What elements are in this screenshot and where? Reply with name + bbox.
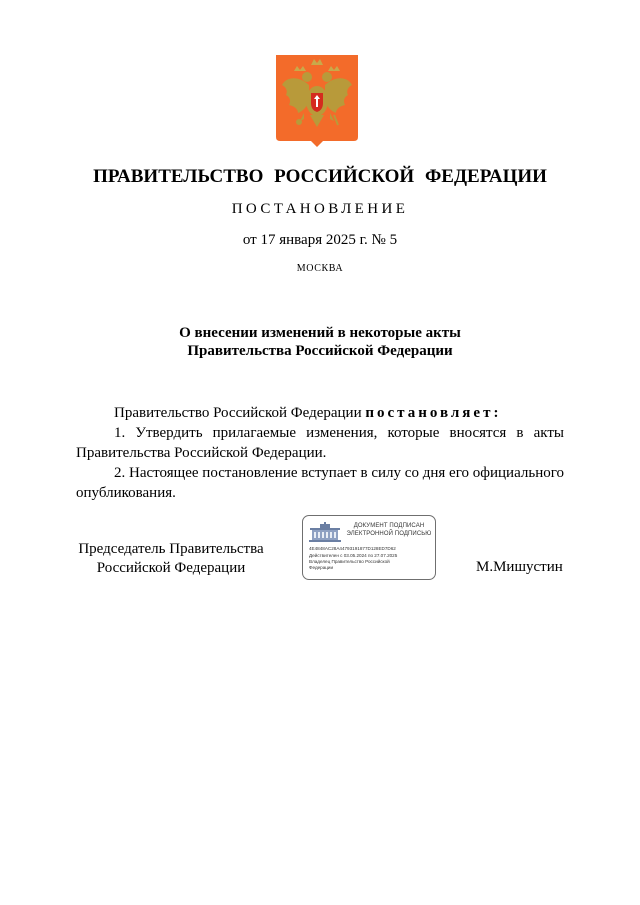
stamp-title	[343, 522, 435, 538]
stamp-owner-line1: Владелец Правительство Российской	[309, 559, 390, 564]
document-date-number: от 17 января 2025 г. № 5	[242, 232, 398, 248]
government-title: ПРАВИТЕЛЬСТВО РОССИЙСКОЙ ФЕДЕРАЦИИ	[93, 166, 547, 187]
stamp-validity: Действителен с 03.05.2024 по 27.07.2025	[309, 553, 398, 558]
body-intro-text: Правительство Российской Федерации	[114, 405, 366, 421]
document-heading-line1: О внесении изменений в некоторые акты	[179, 325, 461, 341]
signer-name: М.Мишустин	[476, 559, 563, 575]
document-body	[76, 403, 564, 503]
body-item-2: 2. Настоящее постановление вступает в силу со дня его официального опубликования.	[76, 465, 564, 501]
signer-title	[60, 540, 282, 578]
body-intro	[76, 403, 564, 423]
body-item-1: 1. Утвердить прилагаемые изменения, которые вносятся в акты Правительства Российской Федерации.	[76, 425, 564, 461]
document-heading-line2: Правительства Российской Федерации	[187, 343, 453, 359]
russian-coat-of-arms-icon	[276, 55, 358, 147]
document-heading	[0, 324, 640, 360]
stamp-owner-line2: Федерации	[309, 565, 334, 570]
stamp-title-line2: ЭЛЕКТРОННОЙ ПОДПИСЬЮ	[346, 531, 432, 537]
body-intro-emphasis: постановляет:	[365, 405, 502, 421]
stamp-certificate: 4E4848AC28A44793191877D128ED7D62	[309, 546, 396, 551]
document-type: ПОСТАНОВЛЕНИЕ	[231, 201, 409, 217]
signer-title-line2: Российской Федерации	[96, 560, 246, 576]
document-city: МОСКВА	[296, 263, 344, 274]
electronic-signature-stamp	[302, 515, 436, 580]
building-icon	[308, 522, 342, 542]
signer-title-line1: Председатель Правительства	[78, 541, 264, 557]
stamp-title-line1: ДОКУМЕНТ ПОДПИСАН	[353, 523, 425, 529]
